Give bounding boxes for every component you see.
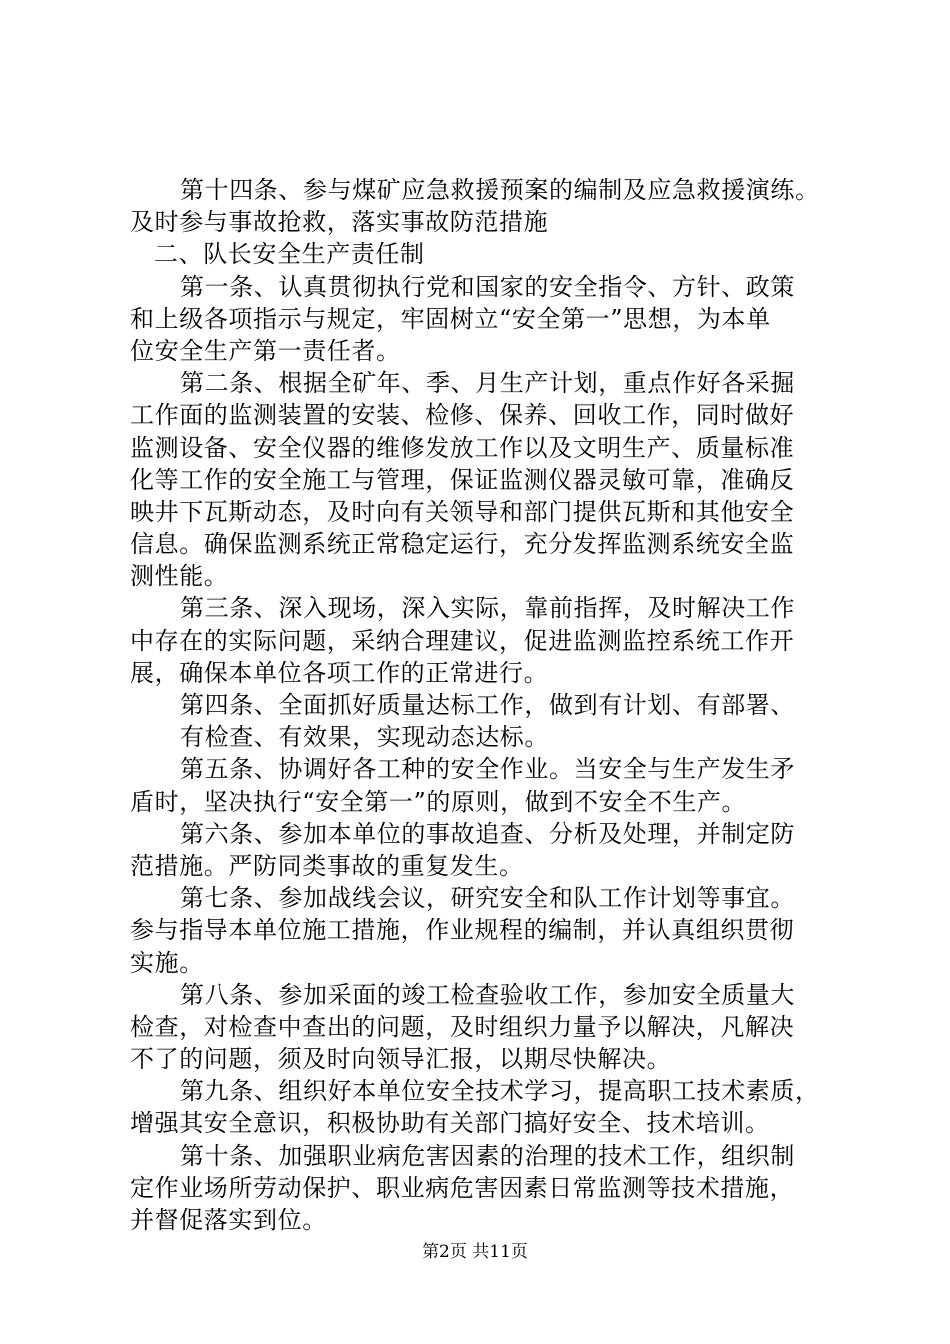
text-line: 工作面的监测装置的安装、检修、保养、回收工作，同时做好	[130, 401, 795, 430]
text-line: 检查，对检查中查出的问题，及时组织力量予以解决，凡解决	[130, 1012, 795, 1041]
text-line: 位安全生产第一责任者。	[130, 336, 401, 365]
document-body	[130, 174, 842, 1236]
text-line: 并督促落实到位。	[130, 1206, 327, 1234]
text-line: 第九条、组织好本单位安全技术学习，提高职工技术素质，	[180, 1077, 820, 1106]
text-line: 展，确保本单位各项工作的正常进行。	[130, 658, 549, 687]
text-line: 范措施。严防同类事故的重复发生。	[130, 851, 524, 880]
page-number: 第2页 共11页	[422, 1242, 528, 1262]
text-line: 第一条、认真贯彻执行党和国家的安全指令、方针、政策	[180, 272, 795, 301]
text-line: 及时参与事故抢救，落实事故防范措施	[130, 208, 549, 237]
text-line: 增强其安全意识，积极协助有关部门搞好安全、技术培训。	[130, 1109, 770, 1138]
text-line: 第四条、全面抓好质量达标工作，做到有计划、有部署、	[180, 691, 795, 719]
text-line: 不了的问题，须及时向领导汇报，以期尽快解决。	[130, 1045, 672, 1074]
text-line: 第三条、深入现场，深入实际，靠前指挥，及时解决工作	[180, 594, 795, 623]
text-line: 测性能。	[130, 562, 229, 591]
text-line: 第七条、参加战线会议，研究安全和队工作计划等事宜。	[180, 884, 795, 913]
text-line: 第六条、参加本单位的事故追查、分析及处理，并制定防	[180, 819, 795, 848]
text-line: 参与指导本单位施工措施，作业规程的编制，并认真组织贯彻	[130, 916, 795, 945]
text-line: 第十四条、参与煤矿应急救援预案的编制及应急救援演练。	[180, 176, 820, 204]
text-line: 信息。确保监测系统正常稳定运行，充分发挥监测系统安全监	[130, 530, 795, 559]
text-line: 实施。	[130, 948, 204, 977]
text-line: 有检查、有效果，实现动态达标。	[180, 723, 549, 752]
text-line: 和上级各项指示与规定，牢固树立“安全第一”思想，为本单	[130, 304, 771, 333]
text-line: 第八条、参加采面的竣工检查验收工作，参加安全质量大	[180, 980, 795, 1009]
text-line: 中存在的实际问题，采纳合理建议，促进监测监控系统工作开	[130, 626, 795, 655]
text-line: 第五条、协调好各工种的安全作业。当安全与生产发生矛	[180, 755, 795, 784]
text-line: 监测设备、安全仪器的维修发放工作以及文明生产、质量标准	[130, 433, 795, 462]
text-line: 定作业场所劳动保护、职业病危害因素日常监测等技术措施，	[130, 1173, 795, 1202]
text-line: 第十条、加强职业病危害因素的治理的技术工作，组织制	[180, 1141, 795, 1170]
text-line: 化等工作的安全施工与管理，保证监测仪器灵敏可靠，准确反	[130, 465, 795, 494]
text-line: 第二条、根据全矿年、季、月生产计划，重点作好各采掘	[180, 369, 795, 398]
section-heading: 二、队长安全生产责任制	[154, 240, 425, 269]
text-line: 映井下瓦斯动态，及时向有关领导和部门提供瓦斯和其他安全	[130, 497, 795, 526]
text-line: 盾时，坚决执行“安全第一”的原则，做到不安全不生产。	[130, 787, 747, 816]
